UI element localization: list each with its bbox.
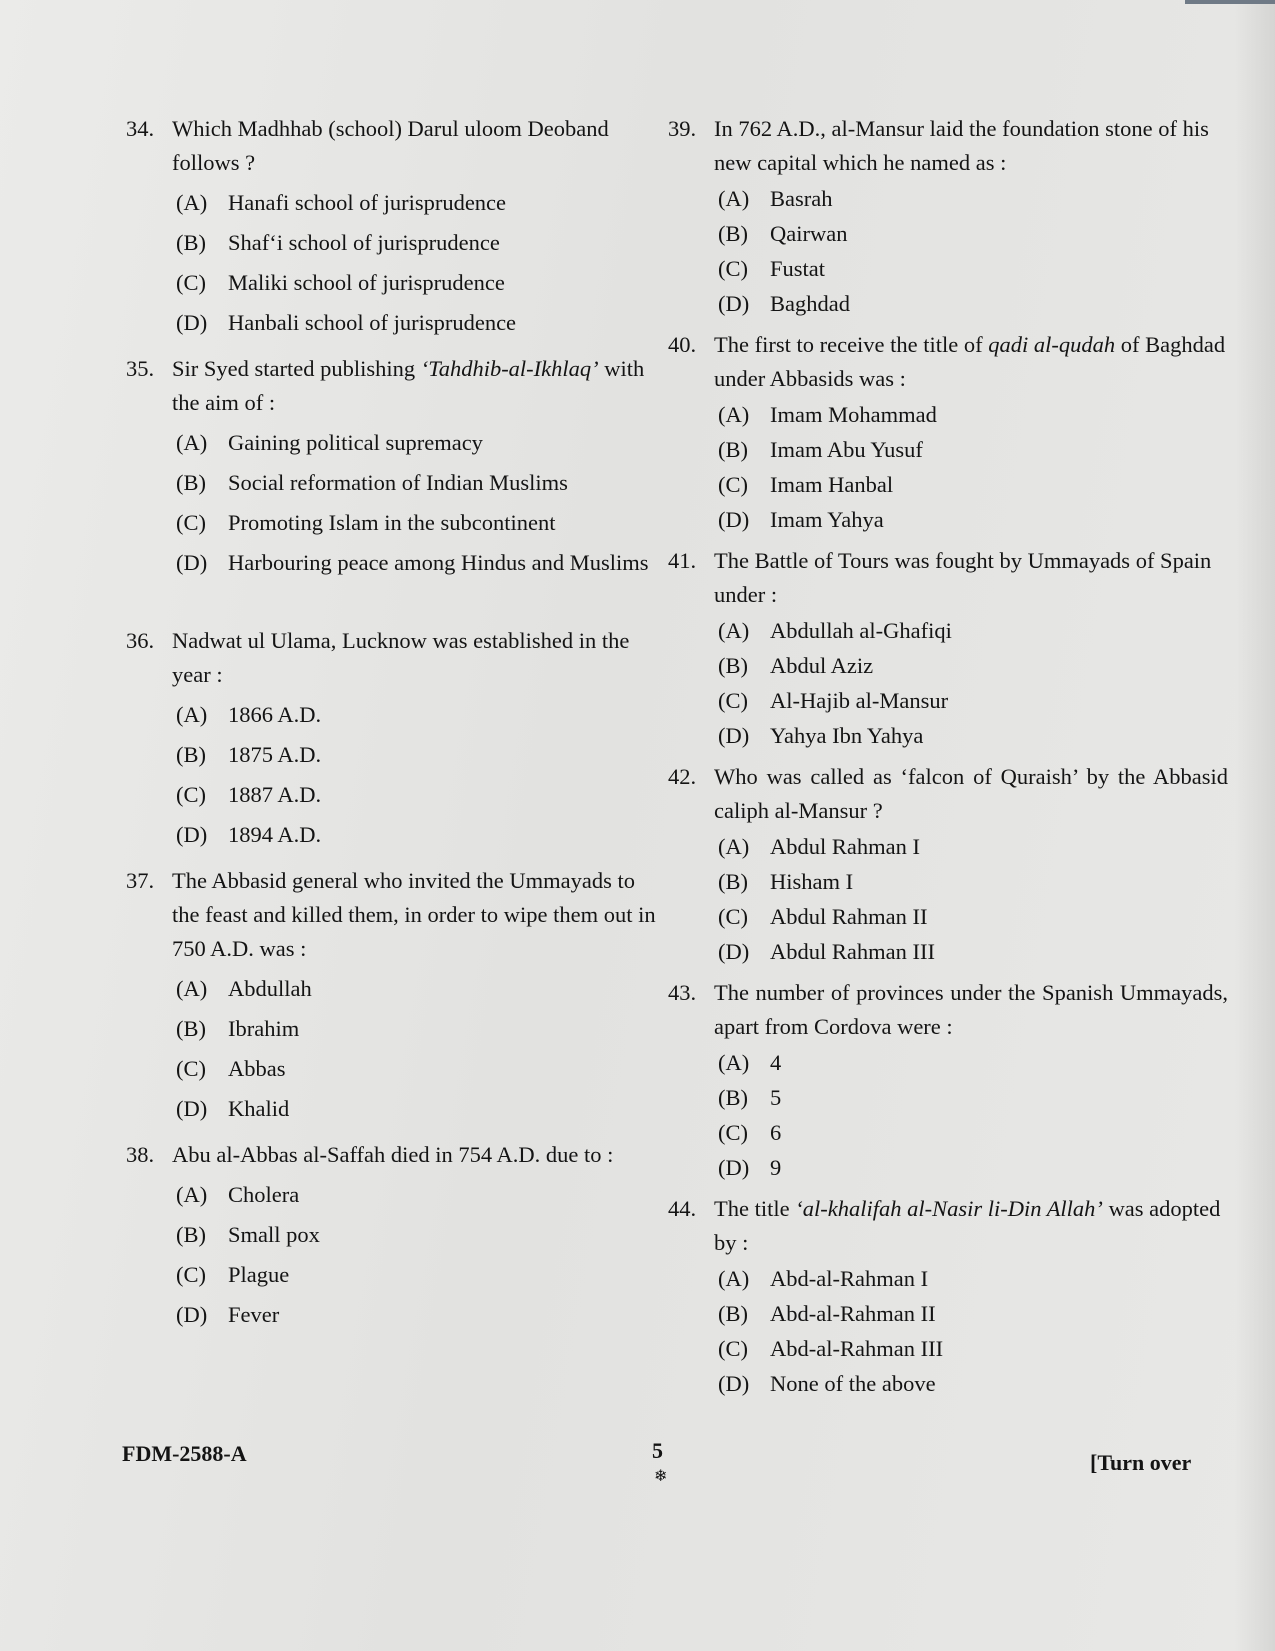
- question-41: [668, 544, 1228, 754]
- paper-code: FDM-2588-A: [122, 1441, 247, 1466]
- option-a: (A) Gaining political supremacy: [176, 430, 483, 455]
- option-d: (D) 9: [718, 1155, 782, 1180]
- option-c: (C) Fustat: [718, 256, 826, 281]
- option-a: (A) Abd-al-Rahman I: [718, 1266, 929, 1291]
- question-number: 42.: [668, 764, 697, 789]
- option-a: (A) Cholera: [176, 1182, 300, 1207]
- options-list: [718, 1262, 1228, 1402]
- option-c: (C) 6: [718, 1120, 782, 1145]
- question-number: 44.: [668, 1196, 697, 1221]
- option-a: (A) 1866 A.D.: [176, 702, 322, 727]
- question-38: [126, 1138, 666, 1338]
- option-c: (C) Abbas: [176, 1056, 286, 1081]
- option-c: (C) Abdul Rahman II: [718, 904, 928, 929]
- option-d: (D) Abdul Rahman III: [718, 939, 935, 964]
- left-column: [126, 112, 666, 1344]
- option-b: (B) Shaf‘i school of jurisprudence: [176, 230, 500, 255]
- question-40: [668, 328, 1228, 538]
- option-b: (B) Hisham I: [718, 869, 854, 894]
- option-b: (B) Small pox: [176, 1222, 320, 1247]
- question-39: [668, 112, 1228, 322]
- scan-edge-mark: [1185, 0, 1275, 4]
- option-c: (C) Plague: [176, 1262, 290, 1287]
- option-b: (B) Abd-al-Rahman II: [718, 1301, 936, 1326]
- option-b: (B) Ibrahim: [176, 1016, 300, 1041]
- options-list: [176, 426, 666, 618]
- question-34: [126, 112, 666, 346]
- option-b: (B) Qairwan: [718, 221, 848, 246]
- options-list: [176, 972, 666, 1132]
- question-42: [668, 760, 1228, 970]
- option-b: (B) Imam Abu Yusuf: [718, 437, 923, 462]
- snowflake-icon: ❄: [654, 1468, 668, 1485]
- question-text: The title ‘al-khalifah al-Nasir li-Din Allah’ was adopted by :: [714, 1196, 1221, 1255]
- question-text: Who was called as ‘falcon of Quraish’ by the Abbasid caliph al-Mansur ?: [714, 764, 1228, 823]
- options-list: [718, 614, 1228, 754]
- option-d: (D) Hanbali school of jurisprudence: [176, 310, 517, 335]
- options-list: [176, 698, 666, 858]
- option-b: (B) Abdul Aziz: [718, 653, 874, 678]
- option-d: (D) 1894 A.D.: [176, 822, 322, 847]
- option-b: (B) Social reformation of Indian Muslims: [176, 470, 568, 495]
- question-44: [668, 1192, 1228, 1402]
- options-list: [718, 182, 1228, 322]
- question-number: 41.: [668, 548, 697, 573]
- question-text: Sir Syed started publishing ‘Tahdhib-al-Ikhlaq’ with the aim of :: [172, 356, 645, 415]
- question-text: The Battle of Tours was fought by Ummayads of Spain under :: [714, 548, 1212, 607]
- question-text: In 762 A.D., al-Mansur laid the foundation stone of his new capital which he named as :: [714, 116, 1209, 175]
- question-text: Nadwat ul Ulama, Lucknow was established in the year :: [172, 628, 630, 687]
- options-list: [718, 830, 1228, 970]
- question-43: [668, 976, 1228, 1186]
- page-edge-shadow: [1235, 0, 1275, 1651]
- right-column: [668, 112, 1228, 1408]
- option-a: (A) Abdullah al-Ghafiqi: [718, 618, 952, 643]
- question-35: [126, 352, 666, 618]
- options-list: [718, 1046, 1228, 1186]
- turn-over-label: [Turn over: [1090, 1450, 1192, 1475]
- question-number: 35.: [126, 356, 155, 381]
- options-list: [176, 186, 666, 346]
- option-d: (D) Yahya Ibn Yahya: [718, 723, 924, 748]
- option-d: (D) Imam Yahya: [718, 507, 884, 532]
- option-b: (B) 1875 A.D.: [176, 742, 322, 767]
- option-a: (A) 4: [718, 1050, 782, 1075]
- option-d: (D) Harbouring peace among Hindus and Muslims: [176, 550, 649, 575]
- option-c: (C) Al-Hajib al-Mansur: [718, 688, 949, 713]
- option-a: (A) Imam Mohammad: [718, 402, 937, 427]
- question-text: The number of provinces under the Spanish Ummayads, apart from Cordova were :: [714, 980, 1228, 1039]
- question-number: 34.: [126, 116, 155, 141]
- option-d: (D) Fever: [176, 1302, 280, 1327]
- option-a: (A) Abdul Rahman I: [718, 834, 920, 859]
- option-c: (C) Promoting Islam in the subcontinent: [176, 510, 556, 535]
- question-text: The Abbasid general who invited the Ummayads to the feast and killed them, in order to wipe them out in 750 A.D. was :: [172, 868, 656, 961]
- option-d: (D) None of the above: [718, 1371, 936, 1396]
- option-a: (A) Abdullah: [176, 976, 312, 1001]
- option-c: (C) Abd-al-Rahman III: [718, 1336, 944, 1361]
- options-list: [718, 398, 1228, 538]
- question-number: 37.: [126, 868, 155, 893]
- question-text: The first to receive the title of qadi al-qudah of Baghdad under Abbasids was :: [714, 332, 1226, 391]
- option-a: (A) Basrah: [718, 186, 833, 211]
- question-number: 40.: [668, 332, 697, 357]
- option-c: (C) 1887 A.D.: [176, 782, 322, 807]
- question-number: 39.: [668, 116, 697, 141]
- option-d: (D) Khalid: [176, 1096, 290, 1121]
- question-number: 36.: [126, 628, 155, 653]
- option-a: (A) Hanafi school of jurisprudence: [176, 190, 507, 215]
- option-b: (B) 5: [718, 1085, 782, 1110]
- option-c: (C) Imam Hanbal: [718, 472, 894, 497]
- option-c: (C) Maliki school of jurisprudence: [176, 270, 505, 295]
- page-number: 5: [652, 1438, 663, 1463]
- question-36: [126, 624, 666, 858]
- question-text: Abu al-Abbas al-Saffah died in 754 A.D. due to :: [172, 1142, 614, 1167]
- options-list: [176, 1178, 666, 1338]
- option-d: (D) Baghdad: [718, 291, 850, 316]
- question-number: 38.: [126, 1142, 155, 1167]
- question-37: [126, 864, 666, 1132]
- question-text: Which Madhhab (school) Darul uloom Deoband follows ?: [172, 116, 609, 175]
- question-number: 43.: [668, 980, 697, 1005]
